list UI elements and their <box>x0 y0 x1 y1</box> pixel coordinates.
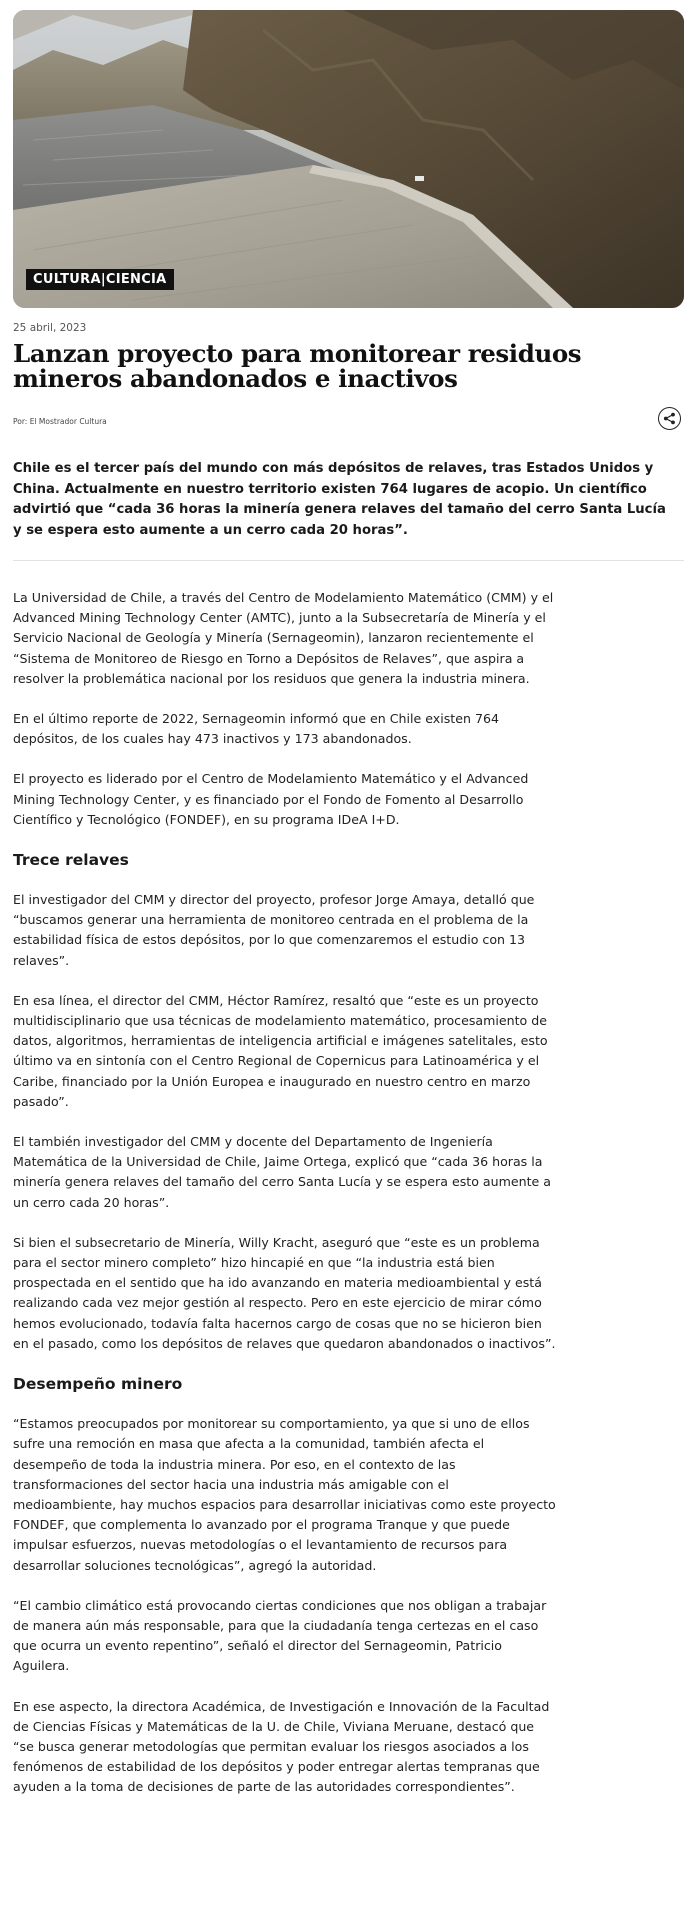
article-title: Lanzan proyecto para monitorear residuos mineros abandonados e inactivos <box>13 339 582 393</box>
paragraph: En el último reporte de 2022, Sernageomin informó que en Chile existen 764 depósitos, de los cuales hay 473 inactivos y 173 abandonados. <box>13 711 499 747</box>
paragraph: “El cambio climático está provocando ciertas condiciones que nos obligan a trabajar de manera aún más responsable, para que la ciudadanía tenga certezas en el caso que ocurra un evento repentino”, señaló el director del Sernageomin, Patricio Aguilera. <box>13 1597 547 1674</box>
paragraph: “Estamos preocupados por monitorear su comportamiento, ya que si uno de ellos sufre una remoción en masa que afecta a la comunidad, también afecta el desempeño de toda la industria minera. Por eso, en el contexto de las transformaciones del sector hacia una industria más amigable con el medioambiente, hay muchos espacios para desarrollar iniciativas como este proyecto FONDEF, que complementa lo avanzado por el programa Tranque y que puede impulsar esfuerzos, nuevas metodologías o el levantamiento de recursos para desarrollar soluciones tecnológicas”, agregó la autoridad. <box>13 1416 556 1573</box>
hero-image <box>13 10 684 308</box>
article-lead: Chile es el tercer país del mundo con más depósitos de relaves, tras Estados Unidos y China. Actualmente en nuestro territorio existen 764 lugares de acopio. Un científico advirtió que “cada 36 horas la minería genera relaves del tamaño del cerro Santa Lucía y se espera esto aumente a un cerro cada 20 horas”. <box>13 461 666 538</box>
article-date: 25 abril, 2023 <box>13 322 87 334</box>
paragraph: En esa línea, el director del CMM, Héctor Ramírez, resaltó que “este es un proyecto multidisciplinario que usa técnicas de modelamiento matemático, procesamiento de datos, algoritmos, herramientas de inteligencia artificial e imágenes satelitales, esto último va en sintonía con el Centro Regional de Copernicus para Latinoamérica y el Caribe, financiado por la Unión Europea e inaugurado en nuestro centro en marzo pasado”. <box>13 992 548 1109</box>
divider <box>13 560 684 561</box>
paragraph: En ese aspecto, la directora Académica, de Investigación e Innovación de la Facultad de Ciencias Físicas y Matemáticas de la U. de Chile, Viviana Meruane, destacó que “se busca generar metodologías que permitan evaluar los riesgos asociados a los fenómenos de estabilidad de los depósitos y poder entregar alertas tempranas que ayuden a la toma de decisiones de parte de las autoridades correspondientes”. <box>13 1698 550 1795</box>
article-body <box>13 588 556 1818</box>
paragraph: La Universidad de Chile, a través del Centro de Modelamiento Matemático (CMM) y el Advanced Mining Technology Center (AMTC), junto a la Subsecretaría de Minería y el Servicio Nacional de Geología y Minería (Sernageomin), lanzaron recientemente el “Sistema de Monitoreo de Riesgo en Torno a Depósitos de Relaves”, que aspira a resolver la problemática nacional por los residuos que genera la industria minera. <box>13 590 554 686</box>
category-tag[interactable]: CULTURA|CIENCIA <box>26 269 174 290</box>
paragraph: El investigador del CMM y director del proyecto, profesor Jorge Amaya, detalló que “buscamos generar una herramienta de monitoreo centrada en el problema de la estabilidad física de estos depósitos, por lo que comenzaremos el estudio con 13 relaves”. <box>13 892 535 968</box>
hero-landscape <box>13 10 684 308</box>
share-icon <box>663 412 676 425</box>
paragraph: El proyecto es liderado por el Centro de Modelamiento Matemático y el Advanced Mining Technology Center, y es financiado por el Fondo de Fomento al Desarrollo Científico y Tecnológico (FONDEF), en su programa IDeA I+D. <box>13 771 529 827</box>
section-heading: Trece relaves <box>13 851 129 870</box>
paragraph: Si bien el subsecretario de Minería, Willy Kracht, aseguró que “este es un problema para el sector minero completo” hizo hincapié en que “la industria está bien prospectada en el sentido que ha ido avanzando en materia medioambiental y está realizando cada vez mejor gestión al respecto. Pero en este ejercicio de mirar cómo hemos evolucionado, todavía falta hacernos cargo de cosas que no se hicieron bien en el pasado, como los depósitos de relaves que quedaron abandonados o inactivos”. <box>13 1234 556 1351</box>
paragraph: El también investigador del CMM y docente del Departamento de Ingeniería Matemática de la Universidad de Chile, Jaime Ortega, explicó que “cada 36 horas la minería genera relaves del tamaño del cerro Santa Lucía y se espera esto aumente a un cerro cada 20 horas”. <box>13 1134 552 1210</box>
share-button[interactable] <box>658 407 681 430</box>
section-heading: Desempeño minero <box>13 1375 183 1394</box>
article-author[interactable]: Por: El Mostrador Cultura <box>13 417 107 426</box>
